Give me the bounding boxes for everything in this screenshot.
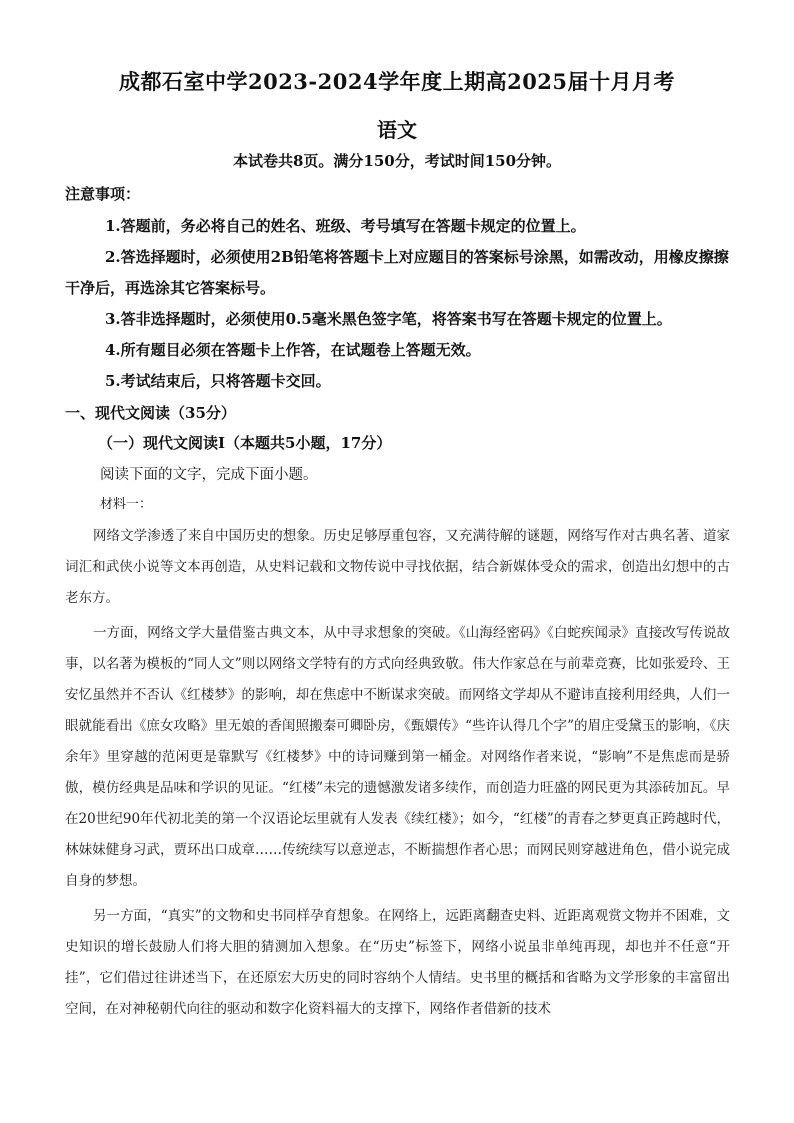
exam-info: 本试卷共8页。满分150分，考试时间150分钟。 <box>232 152 562 170</box>
reading-instruction: 阅读下面的文字，完成下面小题。 <box>100 467 318 483</box>
exam-title: 成都石室中学2023-2024学年度上期高2025届十月月考 <box>118 69 676 94</box>
note-item: 1.答题前，务必将自己的姓名、班级、考号填写在答题卡规定的位置上。 <box>105 217 586 235</box>
notes-title: 注意事项： <box>65 185 141 203</box>
section-title: 一、现代文阅读（35分） <box>65 404 236 422</box>
material-label: 材料一： <box>100 497 153 512</box>
note-item: 4.所有题目必须在答题卡上作答，在试题卷上答题无效。 <box>105 341 481 359</box>
subsection-title: （一）现代文阅读Ⅰ（本题共5小题，17分） <box>98 434 392 452</box>
passage-paragraph: 一方面，网络文学大量借鉴古典文本，从中寻求想象的突破。《山海经密码》《白蛇疾闻录》直接改写传说故事，以名著为模板的“同人文”则以网络文学特有的方式向经典致敬。伟大作家总在与前辈竞赛，比如张爱玲、王安忆虽然并不否认《红楼梦》的影响，却在焦虑中不断谋求突破。而网络文学却从不避讳直接利用经典，人们一眼就能看出《庶女攻略》里无娘的香闺照搬秦可卿卧房，《甄嬛传》“些许认得几个字”的眉庄受黛玉的影响，《庆余年》里穿越的范闲更是靠默写《红楼梦》中的诗词赚到第一桶金。对网络作者来说，“影响”不是焦虑而是骄傲，模仿经典是品味和学识的见证。“红楼”未完的遗憾激发诸多续作，而创造力旺盛的网民更为其添砖加瓦。早在20世纪90年代初北美的第一个汉语论坛里就有人发表《续红楼》；如今，“红楼”的青春之梦更真正跨越时代，林妹妹健身习武，贾环出口成章……传统续写以意逆志，不断揣想作者心思；而网民则穿越进角色，借小说完成自身的梦想。 <box>65 625 730 889</box>
passage-paragraph: 另一方面，“真实”的文物和史书同样孕育想象。在网络上，远距离翻查史料、近距离观赏文物并不困难，文史知识的增长鼓励人们将大胆的猜测加入想象。在“历史”标签下，网络小说虽非单纯再现，却也并不任意“开挂”，它们借过往讲述当下，在还原宏大历史的同时容纳个人情结。史书里的概括和省略为文学形象的丰富留出空间，在对神秘朝代向往的驱动和数字化资料福大的支撑下，网络作者借新的技术 <box>65 908 730 1017</box>
note-item: 3.答非选择题时，必须使用0.5毫米黑色签字笔，将答案书写在答题卡规定的位置上。 <box>105 310 672 328</box>
passage-paragraph: 网络文学渗透了来自中国历史的想象。历史足够厚重包容，又充满待解的谜题，网络写作对古典名著、道家词汇和武侠小说等文本再创造，从史料记载和文物传说中寻找依据，结合新媒体受众的需求，创造出幻想中的古老东方。 <box>65 528 730 606</box>
subject-heading: 语文 <box>377 118 417 142</box>
note-item: 5.考试结束后，只将答题卡交回。 <box>105 372 331 390</box>
notes-list <box>65 211 730 397</box>
note-item: 2.答选择题时，必须使用2B铅笔将答题卡上对应题目的答案标号涂黑，如需改动，用橡皮擦擦干净后，再选涂其它答案标号。 <box>65 248 729 297</box>
passage-body <box>65 521 730 1029</box>
